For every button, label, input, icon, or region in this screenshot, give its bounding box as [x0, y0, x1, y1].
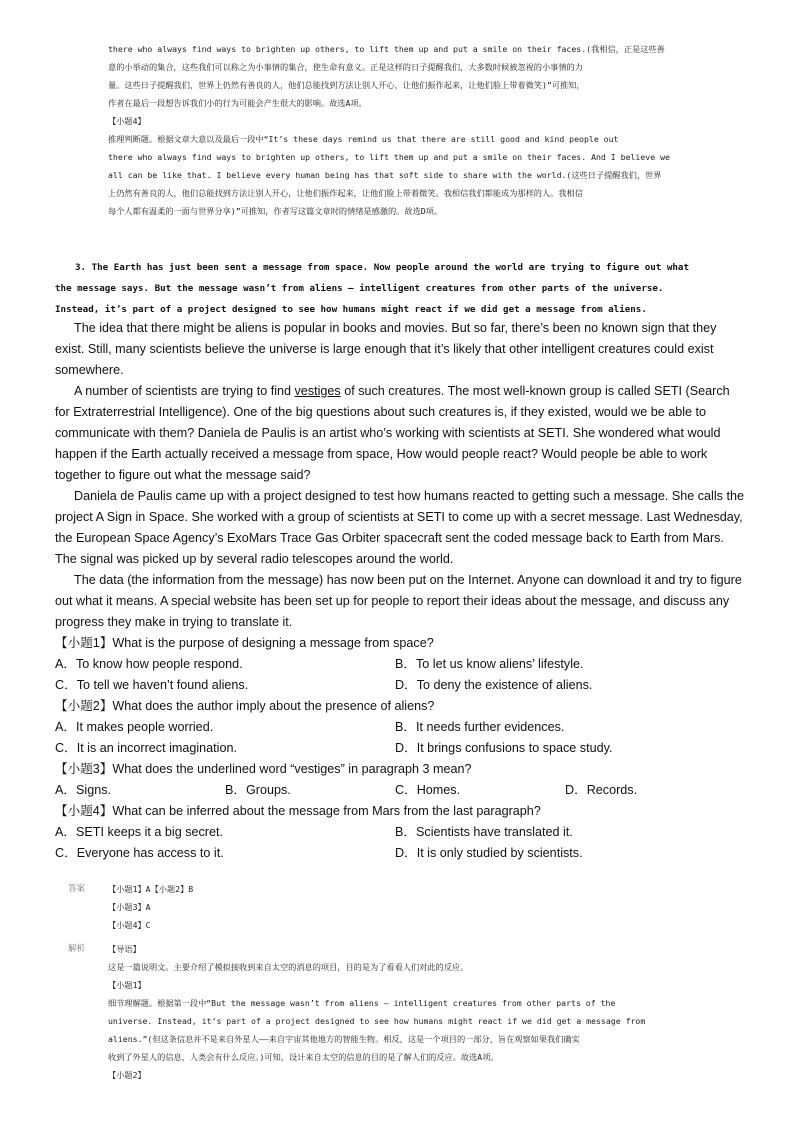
previous-explanation [108, 40, 738, 220]
question-2-stem: 【小题2】What does the author imply about the presence of aliens? [55, 699, 435, 713]
option-a: A．SETI keeps it a big secret. [55, 825, 223, 839]
explanation-line: 上仍然有善良的人，他们总能找到方法让别人开心，让他们振作起来，让他们脸上带着微笑。我相信我们都能成为那样的人。我相信 [108, 188, 583, 198]
underlined-word: vestiges [294, 384, 341, 398]
explanation-line: 量。这些日子提醒我们，世界上仍然有善良的人，他们总能找到方法让别人开心，让他们振作起来，让他们脸上带着微笑)”可推知， [108, 80, 585, 90]
question-2-options-row [55, 738, 745, 759]
option-c: C．To tell we haven’t found aliens. [55, 678, 249, 692]
option-d: D．It brings confusions to space study. [395, 741, 613, 755]
analysis-line: 细节理解题。根据第一段中“But the message wasn’t from aliens — intelligent creatures from other parts of the [108, 998, 616, 1008]
analysis-tag: 【导语】 [108, 944, 141, 954]
question-4-options-row [55, 843, 745, 864]
option-b: B．To let us know aliens’ lifestyle. [395, 657, 584, 671]
option-c: C．It is an incorrect imagination. [55, 741, 237, 755]
analysis-tag: 【小题2】 [108, 1070, 146, 1080]
question-1-stem: 【小题1】What is the purpose of designing a message from space? [55, 636, 434, 650]
question-3-stem: 【小题3】What does the underlined word “vestiges” in paragraph 3 mean? [55, 762, 472, 776]
analysis-line: 这是一篇说明文。主要介绍了模拟接收到来自太空的消息的项目，目的是为了看看人们对此的反应。 [108, 962, 469, 972]
passage-body [55, 318, 745, 864]
passage-line: 3. The Earth has just been sent a message from space. Now people around the world are trying to figure out what [75, 262, 689, 273]
analysis-line: 收到了外星人的信息，人类会有什么反应。)可知，设计来自太空的信息的目的是了解人们的反应。故选A项。 [108, 1052, 499, 1062]
question-4-stem: 【小题4】What can be inferred about the message from Mars from the last paragraph? [55, 804, 541, 818]
paragraph-3: A number of scientists are trying to find vestiges of such creatures. The most well-known group is called SETI (Search for Extraterrestrial Intelligence). One of the big questions about such creatures is, if they existed, would we be able to communicate with them? Daniela de Paulis is an artist who’s working with scientists at SETI. She wondered what would happen if the Earth actually received a message from space, How would people react? Would people be able to work together to figure out what the message said? [55, 384, 730, 482]
explanation-line: all can be like that. I believe every human being has that soft side to share with the world.(这些日子提醒我们，世界 [108, 170, 662, 180]
explanation-line: there who always find ways to brighten up others, to lift them up and put a smile on their faces.(我相信，正是这些善 [108, 44, 665, 54]
explanation-line: there who always find ways to brighten up others, to lift them up and put a smile on their faces. And I believe we [108, 152, 670, 162]
question-1-options-row [55, 654, 745, 675]
explanation-line: 作者在最后一段想告诉我们小的行为可能会产生很大的影响。故选A项。 [108, 98, 367, 108]
option-b: B．Groups. [225, 783, 291, 797]
analysis-section [108, 940, 738, 1084]
answer-line: 【小题4】C [108, 920, 151, 930]
answer-line: 【小题1】A【小题2】B [108, 884, 194, 894]
question-2-options-row [55, 717, 745, 738]
passage-first-paragraph [55, 257, 755, 320]
answer-label: 答案 [68, 884, 86, 894]
option-b: B．Scientists have translated it. [395, 825, 573, 839]
paragraph-5: The data (the information from the message) has now been put on the Internet. Anyone can download it and try to figure out what it means. A special website has been set up for people to report their ideas about the message, and discuss any progress they make in trying to translate it. [55, 573, 742, 629]
option-a: A．Signs. [55, 783, 111, 797]
explanation-line: 推理判断题。根据文章大意以及最后一段中“It’s these days remind us that there are still good and kind people out [108, 134, 619, 144]
option-c: C．Everyone has access to it. [55, 846, 224, 860]
explanation-line: 每个人都有温柔的一面与世界分享)”可推知，作者写这篇文章时的情绪是感激的。故选D项。 [108, 206, 443, 216]
question-4-options-row [55, 822, 745, 843]
question-3-options-row [55, 780, 745, 801]
option-d: D．Records. [565, 783, 638, 797]
question-1-options-row [55, 675, 745, 696]
paragraph-4: Daniela de Paulis came up with a project designed to test how humans reacted to getting such a message. She calls the project A Sign in Space. She worked with a group of scientists at SETI to come up with a secret message. Last Wednesday, the European Space Agency’s ExoMars Trace Gas Orbiter spacecraft sent the coded message back to Earth from Mars. The signal was picked up by several radio telescopes around the world. [55, 489, 744, 566]
paragraph-2: The idea that there might be aliens is popular in books and movies. But so far, there’s been no known sign that they exist. Still, many scientists believe the universe is large enough that it’s likely that other intelligent creatures could exist somewhere. [55, 321, 717, 377]
explanation-line: 意的小举动的集合，这些我们可以称之为小事情的集合，使生命有意义。正是这样的日子提醒我们，大多数时候被忽视的小事情的力 [108, 62, 583, 72]
analysis-tag: 【小题1】 [108, 980, 146, 990]
option-a: A．To know how people respond. [55, 657, 243, 671]
passage-line: the message says. But the message wasn’t from aliens — intelligent creatures from other parts of the universe. [55, 283, 664, 294]
analysis-line: aliens.”(但这条信息并不是来自外星人——来自宇宙其他地方的智能生物。相反，这是一个项目的一部分，旨在观察如果我们确实 [108, 1034, 580, 1044]
analysis-label: 解析 [68, 944, 86, 954]
analysis-line: universe. Instead, it’s part of a project designed to see how humans might react if we did get a message from [108, 1016, 646, 1026]
answer-section [108, 880, 738, 934]
option-d: D．It is only studied by scientists. [395, 846, 583, 860]
option-d: D．To deny the existence of aliens. [395, 678, 593, 692]
answer-line: 【小题3】A [108, 902, 151, 912]
option-a: A．It makes people worried. [55, 720, 214, 734]
question-tag: 【小题4】 [108, 116, 146, 126]
option-c: C．Homes. [395, 783, 461, 797]
passage-line: Instead, it’s part of a project designed to see how humans might react if we did get a message from aliens. [55, 304, 647, 315]
option-b: B．It needs further evidences. [395, 720, 565, 734]
